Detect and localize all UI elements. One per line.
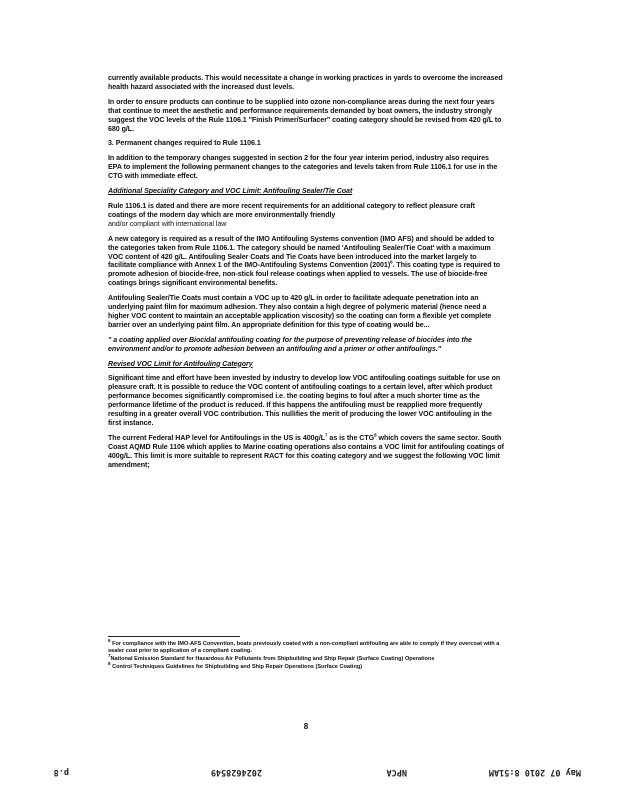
subheading-sealer-tie-coat: Additional Speciality Category and VOC Limit: Antifouling Sealer/Tie Coat: [108, 187, 353, 196]
paragraph-federal-hap-text-c: which covers the same sector. South Coast AQMD Rule 1106 which applies to Marine coating operations also contains a VOC limit for antifouling coatings of 400g/L. This limit is more suitable to represent RACT for this coating category and we suggest the following VOC limit amendment;: [108, 433, 504, 469]
footnote-7: [108, 653, 504, 663]
paragraph-new-category: [108, 235, 504, 288]
footnote-7-marker: 7: [108, 653, 111, 659]
footnote-6: [108, 638, 504, 655]
footnotes: [108, 638, 504, 671]
footnote-divider: [108, 636, 240, 637]
footnote-6-text: For compliance with the IMO-AFS Convention, boats previously coated with a non-compliant antifouling are able to comply if they overcoat with a sealer coat prior to application of a compliant coating.: [108, 641, 500, 655]
fax-header-upside-down: [0, 760, 619, 780]
paragraph-federal-hap-text-a: The current Federal HAP level for Antifoulings in the US is 400g/L: [108, 433, 326, 442]
page-number: 8: [303, 722, 309, 731]
paragraph-permanent-changes: In addition to the temporary changes suggested in section 2 for the four year interim period, industry also requires EPA to implement the following permanent changes to the categories and levels taken from Rule 1106.1 for use in the CTG with immediate effect.: [108, 154, 498, 181]
footnote-8-marker: 8: [108, 660, 111, 666]
footnote-6-marker: 6: [108, 638, 111, 644]
footnote-ref-8: 8: [374, 432, 377, 438]
fax-date-time: May 07 2010 8:51AM: [488, 767, 581, 777]
fax-number: 2024628549: [210, 767, 262, 777]
section-heading-3: 3. Permanent changes required to Rule 1106.1: [108, 139, 261, 148]
paragraph-federal-hap-text-b: as is the CTG: [327, 433, 375, 442]
paragraph-finish-primer: In order to ensure products can continue to be supplied into ozone non-compliance areas during the next four years that continue to meet the aesthetic and performance requirements demanded by boat owners, the industry strongly suggest the VOC levels of the Rule 1106.1 "Finish Primer/Surfacer" coating category should be revised from 420 g/L to 680 g/L.: [108, 97, 502, 133]
paragraph-continuation: currently available products. This would necessitate a change in working practices in yards to overcome the increased health hazard associated with the increased dust levels.: [108, 74, 503, 91]
footnote-ref-6: 6: [390, 260, 393, 266]
paragraph-rule-dated-tail: and/or compliant with international law: [108, 219, 227, 228]
paragraph-federal-hap: [108, 434, 504, 470]
footnote-8-text: Control Techniques Guidelines for Shipbuilding and Ship Repair Operations (Surface Coating): [112, 663, 363, 670]
footnote-7-text: National Emission Standard for Hazardous Air Pollutants from Shipbuilding and Ship Repair (Surface Coating) Operations: [110, 655, 435, 662]
paragraph-new-category-text-b: . This coating type is required to promote adhesion of biocide-free, non-stick foul release coatings when applied to vessels. The use of biocide-free coatings brings significant environmental benefits.: [108, 261, 501, 288]
paragraph-new-category-text-a: A new category is required as a result of the IMO Antifouling Systems convention (IMO AFS) and should be added to the categories taken from Rule 1106.1. The category should be named 'Antifouling Sealer/Tie Coat' with a maximum VOC content of 420 g/L. Antifouling Sealer Coats and Tie Coats have been introduced into the market largely to facilitate compliance with Annex 1 of the IMO-Antifouling Systems Convention (2001): [108, 234, 495, 270]
subheading-antifouling-limit: Revised VOC Limit for Antifouling Category: [108, 359, 253, 368]
paragraph-low-voc-antifouling: Significant time and effort have been invested by industry to develop low VOC antifouling coatings suitable for use on pleasure craft. It is possible to reduce the VOC content of antifouling coatings to a certain level, after which product performance becomes significantly compromised i.e. the coating begins to foul after a much shorter time as the performance lifetime of the product is reduced. If this happens the antifouling must be reapplied more frequently resulting in a greater overall VOC contribution. This nullifies the merit of producing the lower VOC antifouling in the first instance.: [108, 374, 501, 427]
paragraph-rule-dated: [108, 202, 504, 229]
fax-page: p.8: [53, 767, 69, 777]
paragraph-tie-coat-voc: Antifouling Sealer/Tie Coats must contain a VOC up to 420 g/L in order to facilitate adequate penetration into an underlying paint film for maximum adhesion. They also contain a high degree of polymeric material (hence need a higher VOC content to maintain an acceptable application viscosity) so the coating can form a flexible yet complete barrier over an underlying paint film. An appropriate definition for this type of coating would be...: [108, 294, 492, 329]
definition-quote: " a coating applied over Biocidal antifouling coating for the purpose of preventing release of biocides into the environment and/or to promote adhesion between an antifouling and a primer or other antifoulings.": [108, 335, 472, 353]
footnote-8: [108, 660, 504, 671]
paragraph-rule-dated-text: Rule 1106.1 is dated and there are more recent requirements for an additional category to reflect pleasure craft coatings of the modern day which are more environmentally friendly: [108, 201, 475, 219]
fax-sender: NPCA: [386, 767, 407, 777]
body-text: [108, 74, 504, 476]
footnote-ref-7: 7: [325, 432, 328, 438]
